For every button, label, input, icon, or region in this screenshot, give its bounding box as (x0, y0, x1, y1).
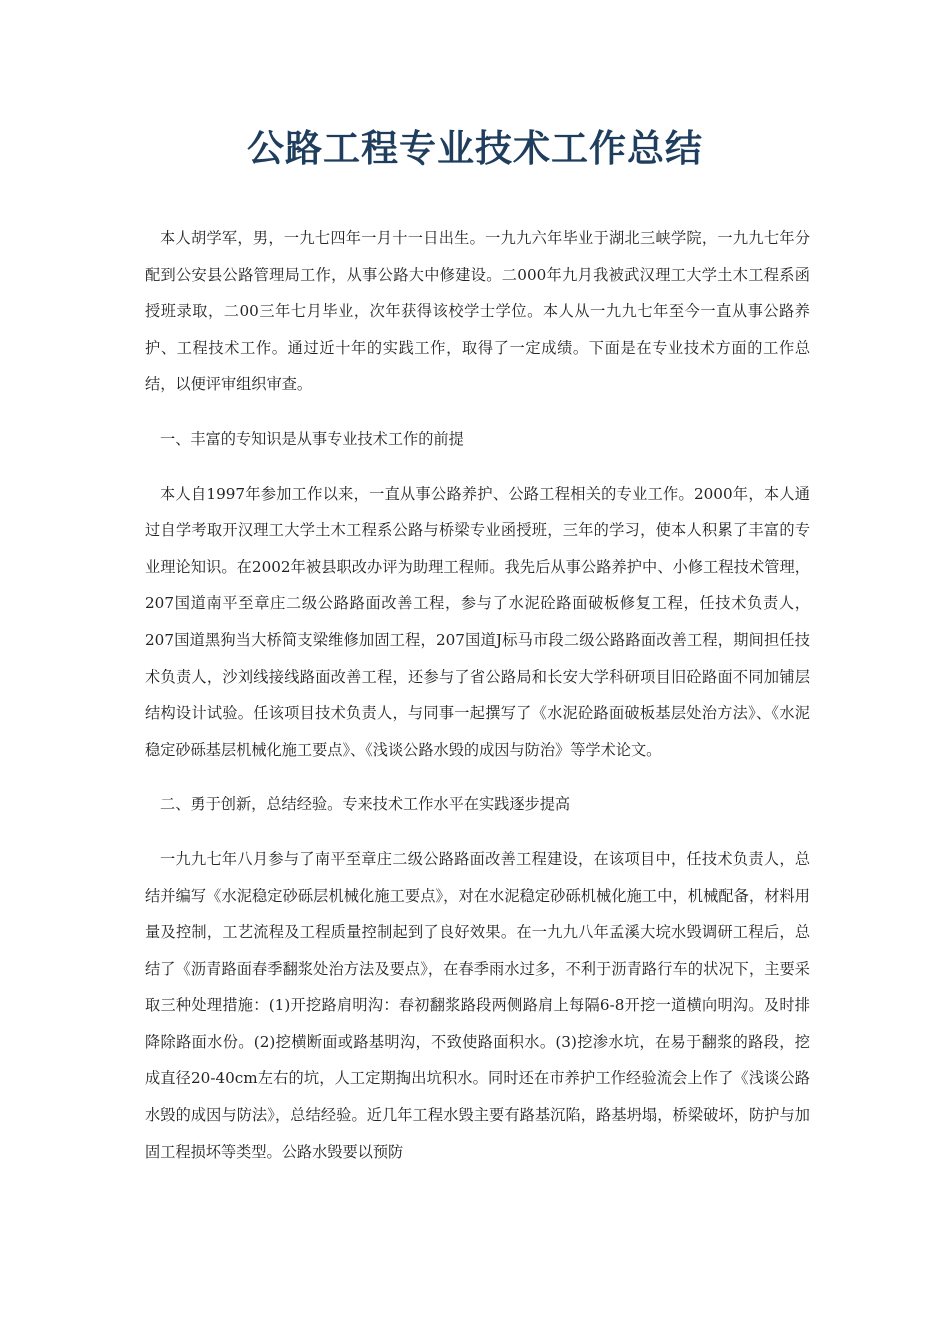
section-heading-1: 一、丰富的专知识是从事专业技术工作的前提 (160, 429, 464, 448)
section-heading-2: 二、勇于创新，总结经验。专来技术工作水平在实践逐步提高 (160, 795, 571, 814)
paragraph-section-1: 本人自1997年参加工作以来，一直从事公路养护、公路工程相关的专业工作。2000年，本人通过自学考取开汉理工大学土木工程系公路与桥梁专业函授班，三年的学习，使本人积累了丰富的专业理论知识。在2002年被县职改办评为助理工程师。我先后从事公路养护中、小修工程技术管理，207国道南平至章庄二级公路路面改善工程，参与了水泥砼路面破板修复工程，任技术负责人，207国道黑狗当大桥简支梁维修加固工程，207国道J标马市段二级公路路面改善工程，期间担任技术负责人，沙刘线接线路面改善工程，还参与了省公路局和长安大学科研项目旧砼路面不同加铺层结构设计试验。任该项目技术负责人，与同事一起撰写了《水泥砼路面破板基层处治方法》、《水泥稳定砂砾基层机械化施工要点》、《浅谈公路水毁的成因与防治》等学术论文。 (145, 484, 810, 759)
document-body (145, 220, 810, 1170)
document-title: 公路工程专业技术工作总结 (247, 126, 703, 170)
paragraph-section-2: 一九九七年八月参与了南平至章庄二级公路路面改善工程建设，在该项目中，任技术负责人，总结并编写《水泥稳定砂砾层机械化施工要点》，对在水泥稳定砂砾机械化施工中，机械配备，材料用量及控制，工艺流程及工程质量控制起到了良好效果。在一九九八年孟溪大垸水毁调研工程后，总结了《沥青路面春季翻浆处治方法及要点》，在春季雨水过多，不利于沥青路行车的状况下，主要采取三种处理措施：(1)开挖路肩明沟：春初翻浆路段两侧路肩上每隔6-8开挖一道横向明沟。及时排降除路面水份。(2)挖横断面或路基明沟，不致使路面积水。(3)挖渗水坑，在易于翻浆的路段，挖成直径20-40cm左右的坑，人工定期掏出坑积水。同时还在市养护工作经验流会上作了《浅谈公路水毁的成因与防法》，总结经验。近几年工程水毁主要有路基沉陷，路基坍塌，桥梁破坏，防护与加固工程损坏等类型。公路水毁要以预防 (145, 849, 810, 1161)
paragraph-intro: 本人胡学军，男，一九七四年一月十一日出生。一九九六年毕业于湖北三峡学院，一九九七年分配到公安县公路管理局工作，从事公路大中修建设。二000年九月我被武汉理工大学土木工程系函授班录取，二00三年七月毕业，次年获得该校学士学位。本人从一九九七年至今一直从事公路养护、工程技术工作。通过近十年的实践工作，取得了一定成绩。下面是在专业技术方面的工作总结，以便评审组织审查。 (145, 229, 810, 394)
